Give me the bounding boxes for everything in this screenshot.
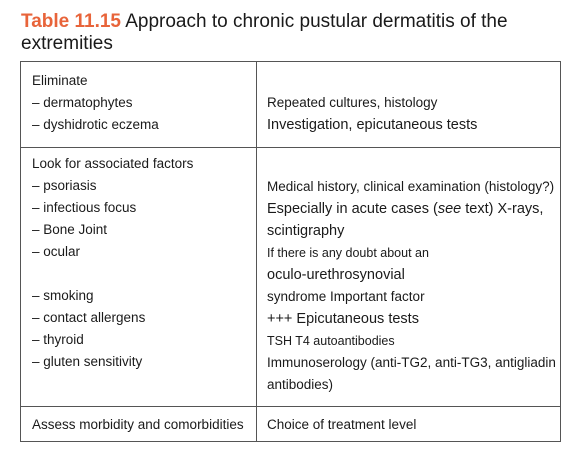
table-title	[21, 11, 561, 55]
cell-line: Investigation, epicutaneous tests	[267, 117, 478, 133]
cell-line: – thyroid	[32, 332, 84, 347]
row-2-left-cell	[32, 153, 193, 373]
cell-line: – Bone Joint	[32, 222, 108, 237]
cell-line: – contact allergens	[32, 310, 146, 325]
cell-line: TSH T4 autoantibodies	[267, 334, 395, 348]
cell-line: – infectious focus	[32, 200, 137, 215]
cell-line: Repeated cultures, histology	[267, 95, 438, 110]
row-divider	[21, 147, 560, 148]
cell-line	[267, 198, 556, 220]
row-3-right-cell	[267, 414, 416, 436]
row-3-left-cell	[32, 414, 244, 436]
cell-line: – gluten sensitivity	[32, 354, 143, 369]
cell-line: If there is any doubt about an	[267, 246, 429, 260]
spacer	[32, 263, 193, 285]
row-2-right-cell	[267, 176, 556, 396]
cell-text: Especially in acute cases (	[267, 201, 438, 217]
cell-line: scintigraphy	[267, 223, 345, 239]
cell-line: – ocular	[32, 244, 81, 259]
cell-text-italic: see	[437, 201, 462, 217]
row-1-right-cell	[267, 92, 477, 136]
cell-line: – dyshidrotic eczema	[32, 117, 159, 132]
table-number: Table 11.15	[21, 11, 121, 32]
cell-line: Look for associated factors	[32, 156, 194, 171]
cell-line: +++ Epicutaneous tests	[267, 311, 419, 327]
cell-line: syndrome Important factor	[267, 289, 425, 304]
cell-line: Assess morbidity and comorbidities	[32, 417, 244, 432]
cell-text: text) X-rays,	[461, 201, 544, 217]
cell-line: – dermatophytes	[32, 95, 133, 110]
cell-line: Immunoserology (anti-TG2, anti-TG3, antigliadin	[267, 355, 556, 370]
cell-line: Choice of treatment level	[267, 417, 417, 432]
row-1-left-cell	[32, 70, 159, 136]
row-divider	[21, 406, 560, 407]
cell-line: oculo-urethrosynovial	[267, 267, 405, 283]
approach-table	[20, 61, 561, 442]
cell-line: – psoriasis	[32, 178, 97, 193]
cell-line: antibodies)	[267, 377, 334, 392]
cell-line: – smoking	[32, 288, 94, 303]
table-caption: Approach to chronic pustular dermatitis of the extremities	[21, 11, 508, 54]
column-divider	[256, 62, 257, 441]
cell-line: Eliminate	[32, 73, 88, 88]
cell-line: Medical history, clinical examination (histology?)	[267, 179, 555, 194]
